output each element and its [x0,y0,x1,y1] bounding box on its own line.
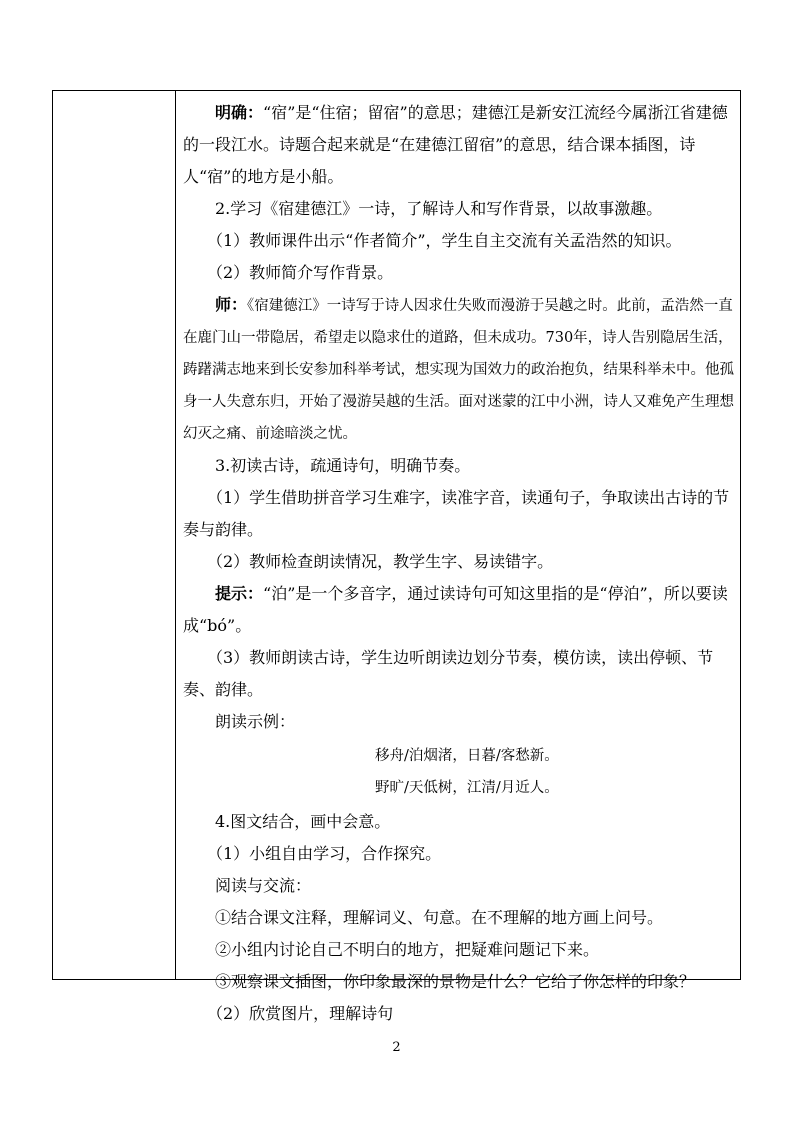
paragraph-step4-1: （1）小组自由学习，合作探究。 [207,844,442,863]
lead-label: 明确： [215,103,264,122]
poem-line-1: 移舟/泊烟渚，日暮/客愁新。 [375,748,559,764]
paragraph-step2-1: （1）教师课件出示“作者简介”，学生自主交流有关孟浩然的知识。 [207,231,682,250]
paragraph-hint: 提示：“泊”是一个多音字，通过读诗句可知这里指的是“停泊”，所以要读成“bó”。 [183,584,728,635]
lesson-table [52,90,741,1023]
lead-label: 师： [215,295,248,314]
table-content-cell [183,97,735,1030]
paragraph-item-3: ③观察课文插图，你印象最深的景物是什么？它给了你怎样的印象？ [215,972,696,991]
paragraph-step2: 2.学习《宿建德江》一诗，了解诗人和写作背景，以故事激趣。 [215,199,663,218]
paragraph-teacher: 师：《宿建德江》一诗写于诗人因求仕失败而漫游于吴越之时。此前，孟浩然一直在鹿门山一带隐居，希望走以隐求仕的道路，但未成功。730年，诗人告别隐居生活，踌躇满志地来到长安参加科举考试，想实现为国效力的政治抱负，结果科举未中。他孤身一人失意东归，开始了漫游吴越的生活。面对迷蒙的江中小洲，诗人又难免产生理想幻灭之痛、前途暗淡之忧。 [183,295,734,442]
lead-label: 提示： [215,584,264,603]
column-divider [175,91,176,979]
paragraph-step4: 4.图文结合，画中会意。 [215,812,391,831]
paragraph-example-label: 朗读示例： [215,712,296,731]
paragraph-clarify: 明确：“宿”是“住宿；留宿”的意思；建德江是新安江流经今属浙江省建德的一段江水。诗题合起来就是“在建德江留宿”的意思，结合课本插图，诗人“宿”的地方是小船。 [183,103,728,186]
paragraph-step3-2: （2）教师检查朗读情况，教学生字、易读错字。 [207,552,554,571]
paragraph-item-2: ②小组内讨论自己不明白的地方，把疑难问题记下来。 [215,940,600,959]
paragraph-step4-2: （2）欣赏图片，理解诗句 [207,1004,394,1023]
paragraph-item-1: ①结合课文注释，理解词义、句意。在不理解的地方画上问号。 [215,908,664,927]
paragraph-read-exchange: 阅读与交流： [215,876,312,895]
poem-line-2: 野旷/天低树，江清/月近人。 [375,780,559,796]
paragraph-step2-2: （2）教师简介写作背景。 [207,263,394,282]
paragraph-step3: 3.初读古诗，疏通诗句，明确节奏。 [215,456,471,475]
paragraph-step3-3: （3）教师朗读古诗，学生边听朗读边划分节奏，模仿读，读出停顿、节奏、韵律。 [183,648,714,699]
page-number: 2 [392,1040,401,1055]
paragraph-step3-1: （1）学生借助拼音学习生难字，读准字音，读通句子，争取读出古诗的节奏与韵律。 [183,488,730,539]
